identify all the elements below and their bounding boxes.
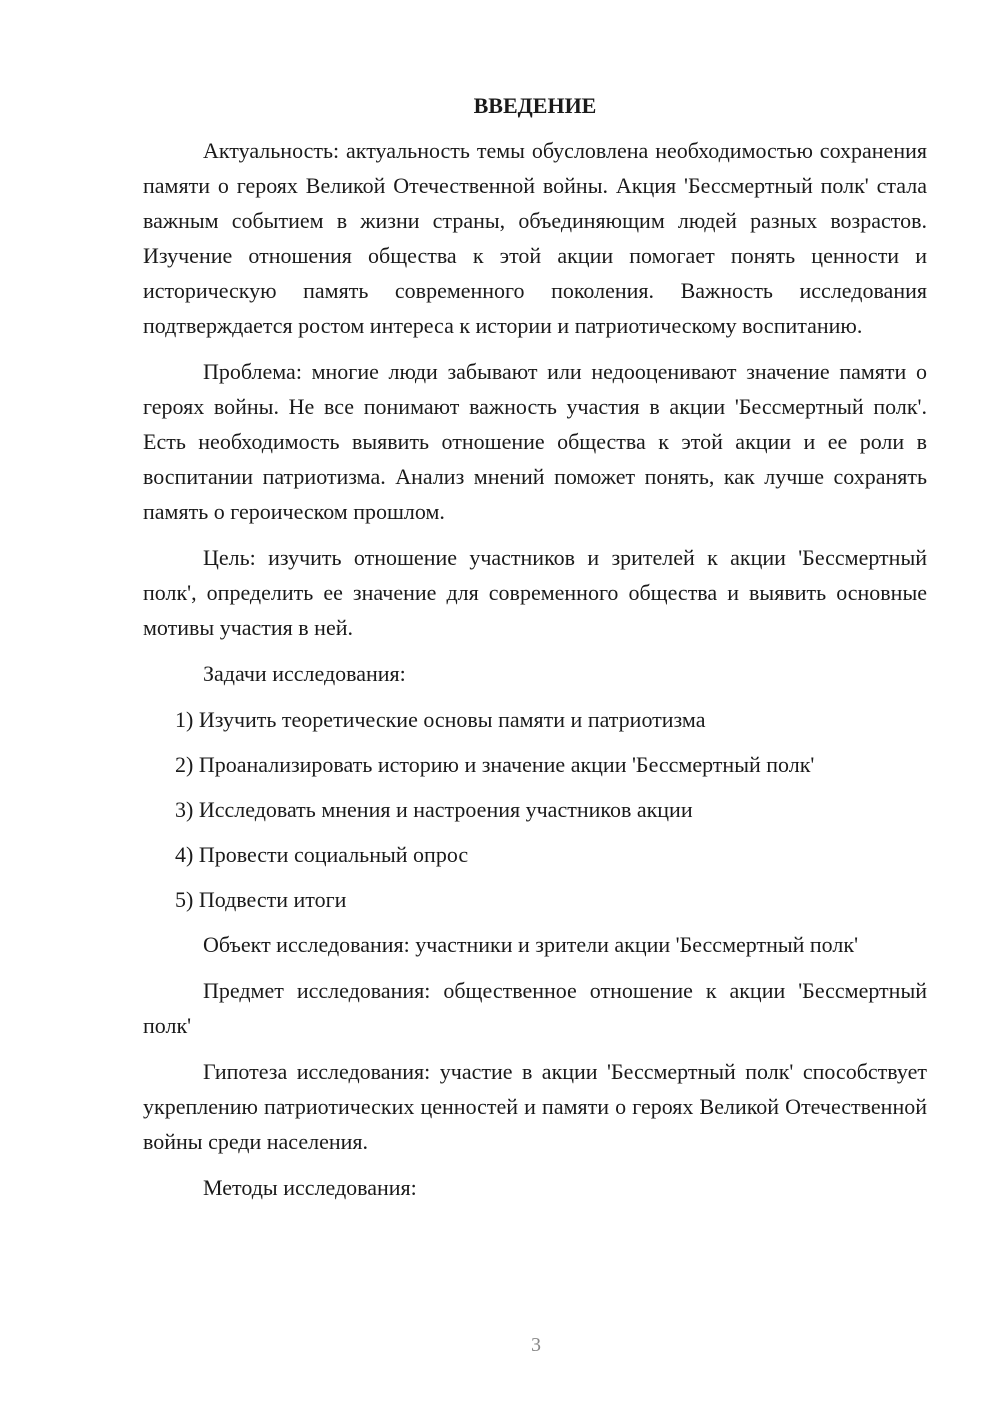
page-number: 3: [531, 1334, 541, 1356]
goal-paragraph: Цель: изучить отношение участников и зрителей к акции 'Бессмертный полк', определить ее значение для современного общества и выявить основные мотивы участия в ней.: [143, 545, 927, 640]
subject-paragraph: Предмет исследования: общественное отношение к акции 'Бессмертный полк': [143, 978, 927, 1038]
problem-paragraph: Проблема: многие люди забывают или недооценивают значение памяти о героях войны. Не все понимают важность участия в акции 'Бессмертный полк'. Есть необходимость выявить отношение общества к этой акции и ее роли в воспитании патриотизма. Анализ мнений поможет понять, как лучше сохранять память о героическом прошлом.: [143, 359, 927, 524]
task-item: 4) Провести социальный опрос: [175, 842, 469, 867]
tasks-list: [143, 702, 927, 917]
task-item: 2) Проанализировать историю и значение акции 'Бессмертный полк': [175, 752, 815, 777]
methods-heading: Методы исследования:: [203, 1175, 417, 1200]
relevance-paragraph: Актуальность: актуальность темы обусловлена необходимостью сохранения памяти о героях Великой Отечественной войны. Акция 'Бессмертный полк' стала важным событием в жизни страны, объединяющим людей разных возрастов. Изучение отношения общества к этой акции помогает понять ценности и историческую память современного поколения. Важность исследования подтверждается ростом интереса к истории и патриотическому воспитанию.: [143, 138, 927, 338]
task-item: 3) Исследовать мнения и настроения участников акции: [175, 797, 693, 822]
tasks-heading: Задачи исследования:: [203, 661, 406, 686]
section-title: ВВЕДЕНИЕ: [473, 93, 597, 118]
document-page: [143, 88, 927, 1216]
task-item: 5) Подвести итоги: [175, 887, 347, 912]
task-item: 1) Изучить теоретические основы памяти и патриотизма: [175, 707, 706, 732]
object-paragraph: Объект исследования: участники и зрители акции 'Бессмертный полк': [203, 932, 859, 957]
hypothesis-paragraph: Гипотеза исследования: участие в акции 'Бессмертный полк' способствует укреплению патриотических ценностей и памяти о героях Великой Отечественной войны среди населения.: [143, 1059, 927, 1154]
